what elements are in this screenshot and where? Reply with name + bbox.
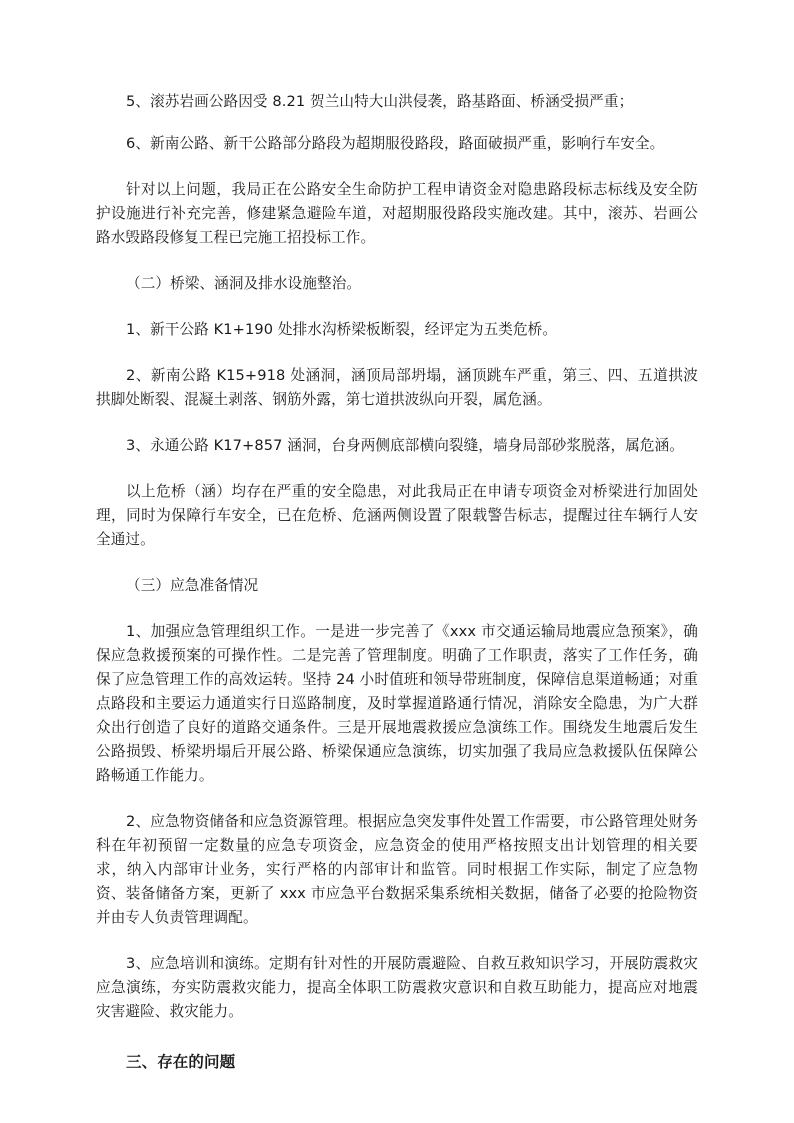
- paragraph-item-6: 6、新南公路、新干公路部分路段为超期服役路段，路面破损严重，影响行车安全。: [126, 135, 665, 152]
- subheading-emergency-preparation: （三）应急准备情况: [126, 577, 259, 594]
- paragraph-emergency-organization: 1、加强应急管理组织工作。一是进一步完善了《xxx 市交通运输局地震应急预案》，确保应急救援预案的可操作性。二是完善了管理制度。明确了工作职责，落实了工作任务，确保了应急管理工作的高效运转。坚持 24 小时值班和领导带班制度，保障信息渠道畅通；对重点路段和主要运力通道实行日巡路制度，及时掌握道路通行情况，消除安全隐患，为广大群众出行创造了良好的道路交通条件。三是开展地震救援应急演练工作。围绕发生地震后发生公路损毁、桥梁坍塌后开展公路、桥梁保通应急演练，切实加强了我局应急救援队伍保障公路畅通工作能力。: [96, 623, 698, 784]
- paragraph-countermeasures: 针对以上问题，我局正在公路安全生命防护工程申请资金对隐患路段标志标线及安全防护设施进行补充完善，修建紧急避险车道，对超期服役路段实施改建。其中，滚苏、岩画公路水毁路段修复工程已完施工招投标工作。: [96, 181, 698, 246]
- paragraph-bridge-1: 1、新干公路 K1+190 处排水沟桥梁板断裂，经评定为五类危桥。: [126, 321, 558, 338]
- paragraph-emergency-training: 3、应急培训和演练。定期有针对性的开展防震避险、自救互救知识学习，开展防震救灾应急演练，夯实防震救灾能力，提高全体职工防震救灾意识和自救互助能力，提高应对地震灾害避险、救灾能力。: [96, 955, 698, 1020]
- paragraph-culvert-2: 2、新南公路 K15+918 处涵洞，涵顶局部坍塌，涵顶跳车严重，第三、四、五道拱波拱脚处断裂、混凝土剥落、钢筋外露，第七道拱波纵向开裂，属危涵。: [96, 367, 698, 408]
- section-heading: 三、存在的问题: [126, 1053, 236, 1071]
- document-body: [96, 90, 698, 1074]
- subheading-bridges-culverts: （二）桥梁、涵洞及排水设施整治。: [126, 275, 362, 292]
- paragraph-emergency-supplies: 2、应急物资储备和应急资源管理。根据应急突发事件处置工作需要，市公路管理处财务科在年初预留一定数量的应急专项资金，应急资金的使用严格按照支出计划管理的相关要求，纳入内部审计业务，实行严格的内部审计和监管。同时根据工作实际，制定了应急物资、装备储备方案，更新了 xxx 市应急平台数据采集系统相关数据，储备了必要的抢险物资并由专人负责管理调配。: [96, 813, 698, 926]
- paragraph-item-5: 5、滚苏岩画公路因受 8.21 贺兰山特大山洪侵袭，路基路面、桥涵受损严重；: [126, 93, 634, 110]
- paragraph-dangerous-bridges: 以上危桥（涵）均存在严重的安全隐患，对此我局正在申请专项资金对桥梁进行加固处理，同时为保障行车安全，已在危桥、危涵两侧设置了限载警告标志，提醒过往车辆行人安全通过。: [96, 483, 698, 548]
- paragraph-culvert-3: 3、永通公路 K17+857 涵洞，台身两侧底部横向裂缝，墙身局部砂浆脱落，属危涵。: [126, 437, 684, 454]
